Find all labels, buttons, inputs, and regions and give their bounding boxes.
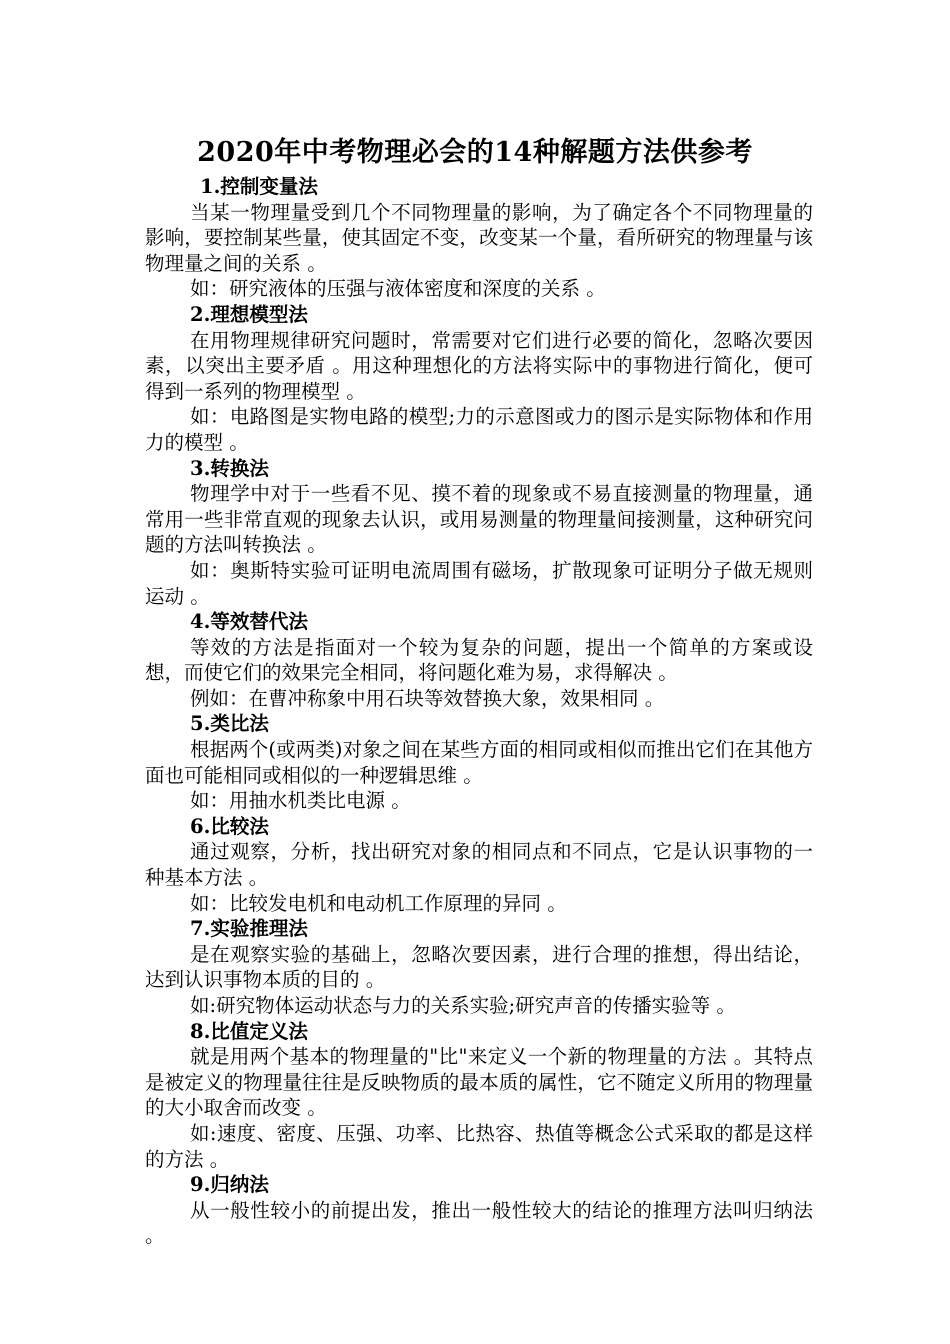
section-text: 根据两个(或两类)对象之间在某些方面的相同或相似而推出它们在其他方面也可能相同或相似的一种逻辑思维 。 (145, 738, 813, 787)
section-heading: 6.比较法 (190, 814, 269, 838)
section-example: 如：比较发电机和电动机工作原理的异同 。 (190, 891, 567, 915)
section-text: 等效的方法是指面对一个较为复杂的问题，提出一个简单的方案或设想，而使它们的效果完全相同，将问题化难为易，求得解决 。 (145, 635, 813, 685)
section-text: 从一般性较小的前提出发，推出一般性较大的结论的推理方法叫归纳法 。 (145, 1198, 813, 1248)
section-heading: 3.转换法 (190, 456, 269, 480)
section-text: 物理学中对于一些看不见、摸不着的现象或不易直接测量的物理量，通常用一些非常直观的现象去认识，或用易测量的物理量间接测量，这种研究问题的方法叫转换法 。 (145, 482, 813, 557)
section-heading: 8.比值定义法 (190, 1019, 308, 1043)
section-text: 就是用两个基本的物理量的"比"来定义一个新的物理量的方法 。其特点是被定义的物理量往往是反映物质的最本质的属性，它不随定义所用的物理量的大小取舍而改变 。 (145, 1045, 813, 1120)
section-example: 如:速度、密度、压强、功率、比热容、热值等概念公式采取的都是这样的方法 。 (145, 1121, 813, 1171)
document-body (145, 174, 813, 1249)
section-example: 例如：在曹冲称象中用石块等效替换大象，效果相同 。 (190, 686, 665, 710)
section-example: 如：用抽水机类比电源 。 (190, 789, 411, 813)
section-example: 如:研究物体运动状态与力的关系实验;研究声音的传播实验等 。 (190, 994, 736, 1017)
section-text: 通过观察，分析，找出研究对象的相同点和不同点，它是认识事物的一种基本方法 。 (145, 840, 813, 890)
section-heading: 2.理想模型法 (190, 302, 308, 326)
section-heading: 9.归纳法 (190, 1173, 269, 1197)
section-heading: 1.控制变量法 (200, 175, 318, 198)
section-example: 如：研究液体的压强与液体密度和深度的关系 。 (190, 277, 606, 301)
section-example: 如：奥斯特实验可证明电流周围有磁场，扩散现象可证明分子做无规则运动 。 (145, 558, 813, 608)
section-heading: 7.实验推理法 (190, 917, 308, 941)
section-text: 当某一物理量受到几个不同物理量的影响，为了确定各个不同物理量的影响，要控制某些量，使其固定不变，改变某一个量，看所研究的物理量与该物理量之间的关系 。 (145, 200, 813, 275)
section-heading: 5.类比法 (190, 712, 269, 736)
section-heading: 4.等效替代法 (190, 610, 308, 634)
section-example: 如：电路图是实物电路的模型;力的示意图或力的图示是实际物体和作用力的模型 。 (145, 405, 813, 454)
section-text: 是在观察实验的基础上，忽略次要因素，进行合理的推想，得出结论，达到认识事物本质的目的 。 (145, 942, 813, 992)
page-title: 2020年中考物理必会的14种解题方法供参考 (197, 137, 753, 168)
section-text: 在用物理规律研究问题时，常需要对它们进行必要的简化，忽略次要因素，以突出主要矛盾 。用这种理想化的方法将实际中的事物进行简化，便可得到一系列的物理模型 。 (145, 328, 813, 403)
